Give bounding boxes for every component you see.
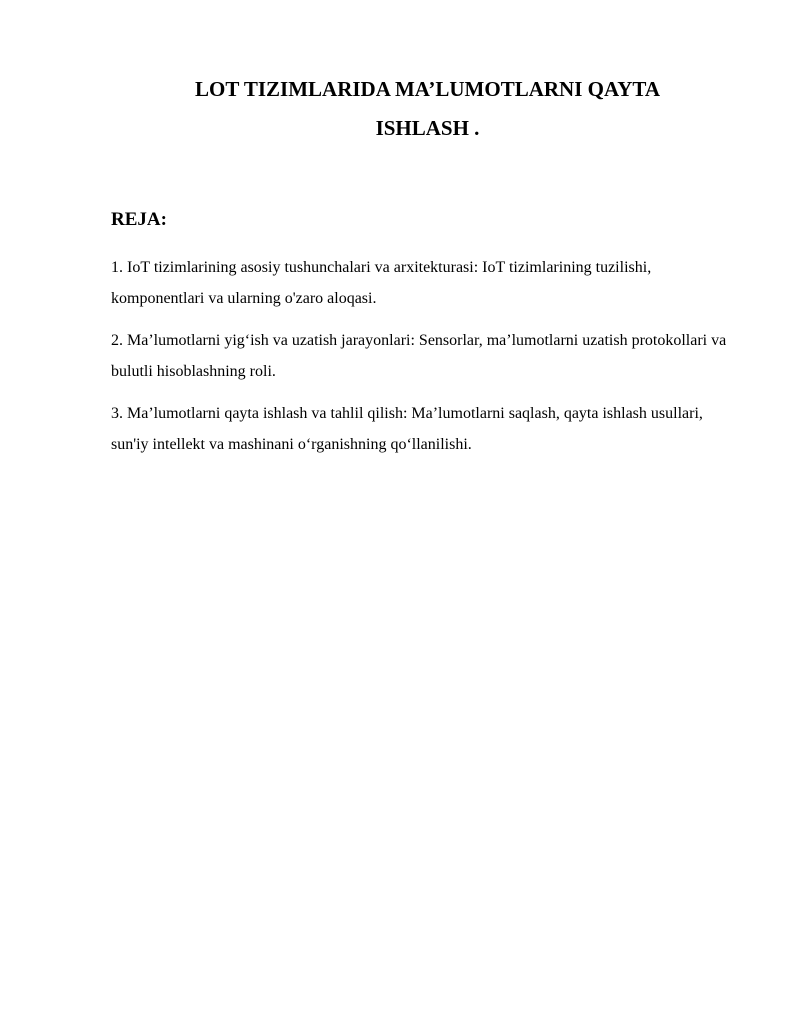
plan-list <box>111 252 736 471</box>
plan-item-2: 2. Ma’lumotlarni yig‘ish va uzatish jarayonlari: Sensorlar, ma’lumotlarni uzatish protokollari va bulutli hisoblashning roli. <box>111 332 727 380</box>
plan-item-1: 1. IoT tizimlarining asosiy tushunchalari va arxitekturasi: IoT tizimlarining tuzilishi, komponentlari va ularning o'zaro aloqasi. <box>111 259 652 307</box>
document-title <box>110 70 745 148</box>
plan-heading: REJA: <box>111 209 167 230</box>
plan-item-3: 3. Ma’lumotlarni qayta ishlash va tahlil qilish: Ma’lumotlarni saqlash, qayta ishlash usullari, sun'iy intellekt va mashinani o‘rganishning qo‘llanilishi. <box>111 405 703 453</box>
document-title-line-1: LOT TIZIMLARIDA MA’LUMOTLARNI QAYTA <box>195 77 660 101</box>
document-title-line-2: ISHLASH . <box>375 116 480 140</box>
